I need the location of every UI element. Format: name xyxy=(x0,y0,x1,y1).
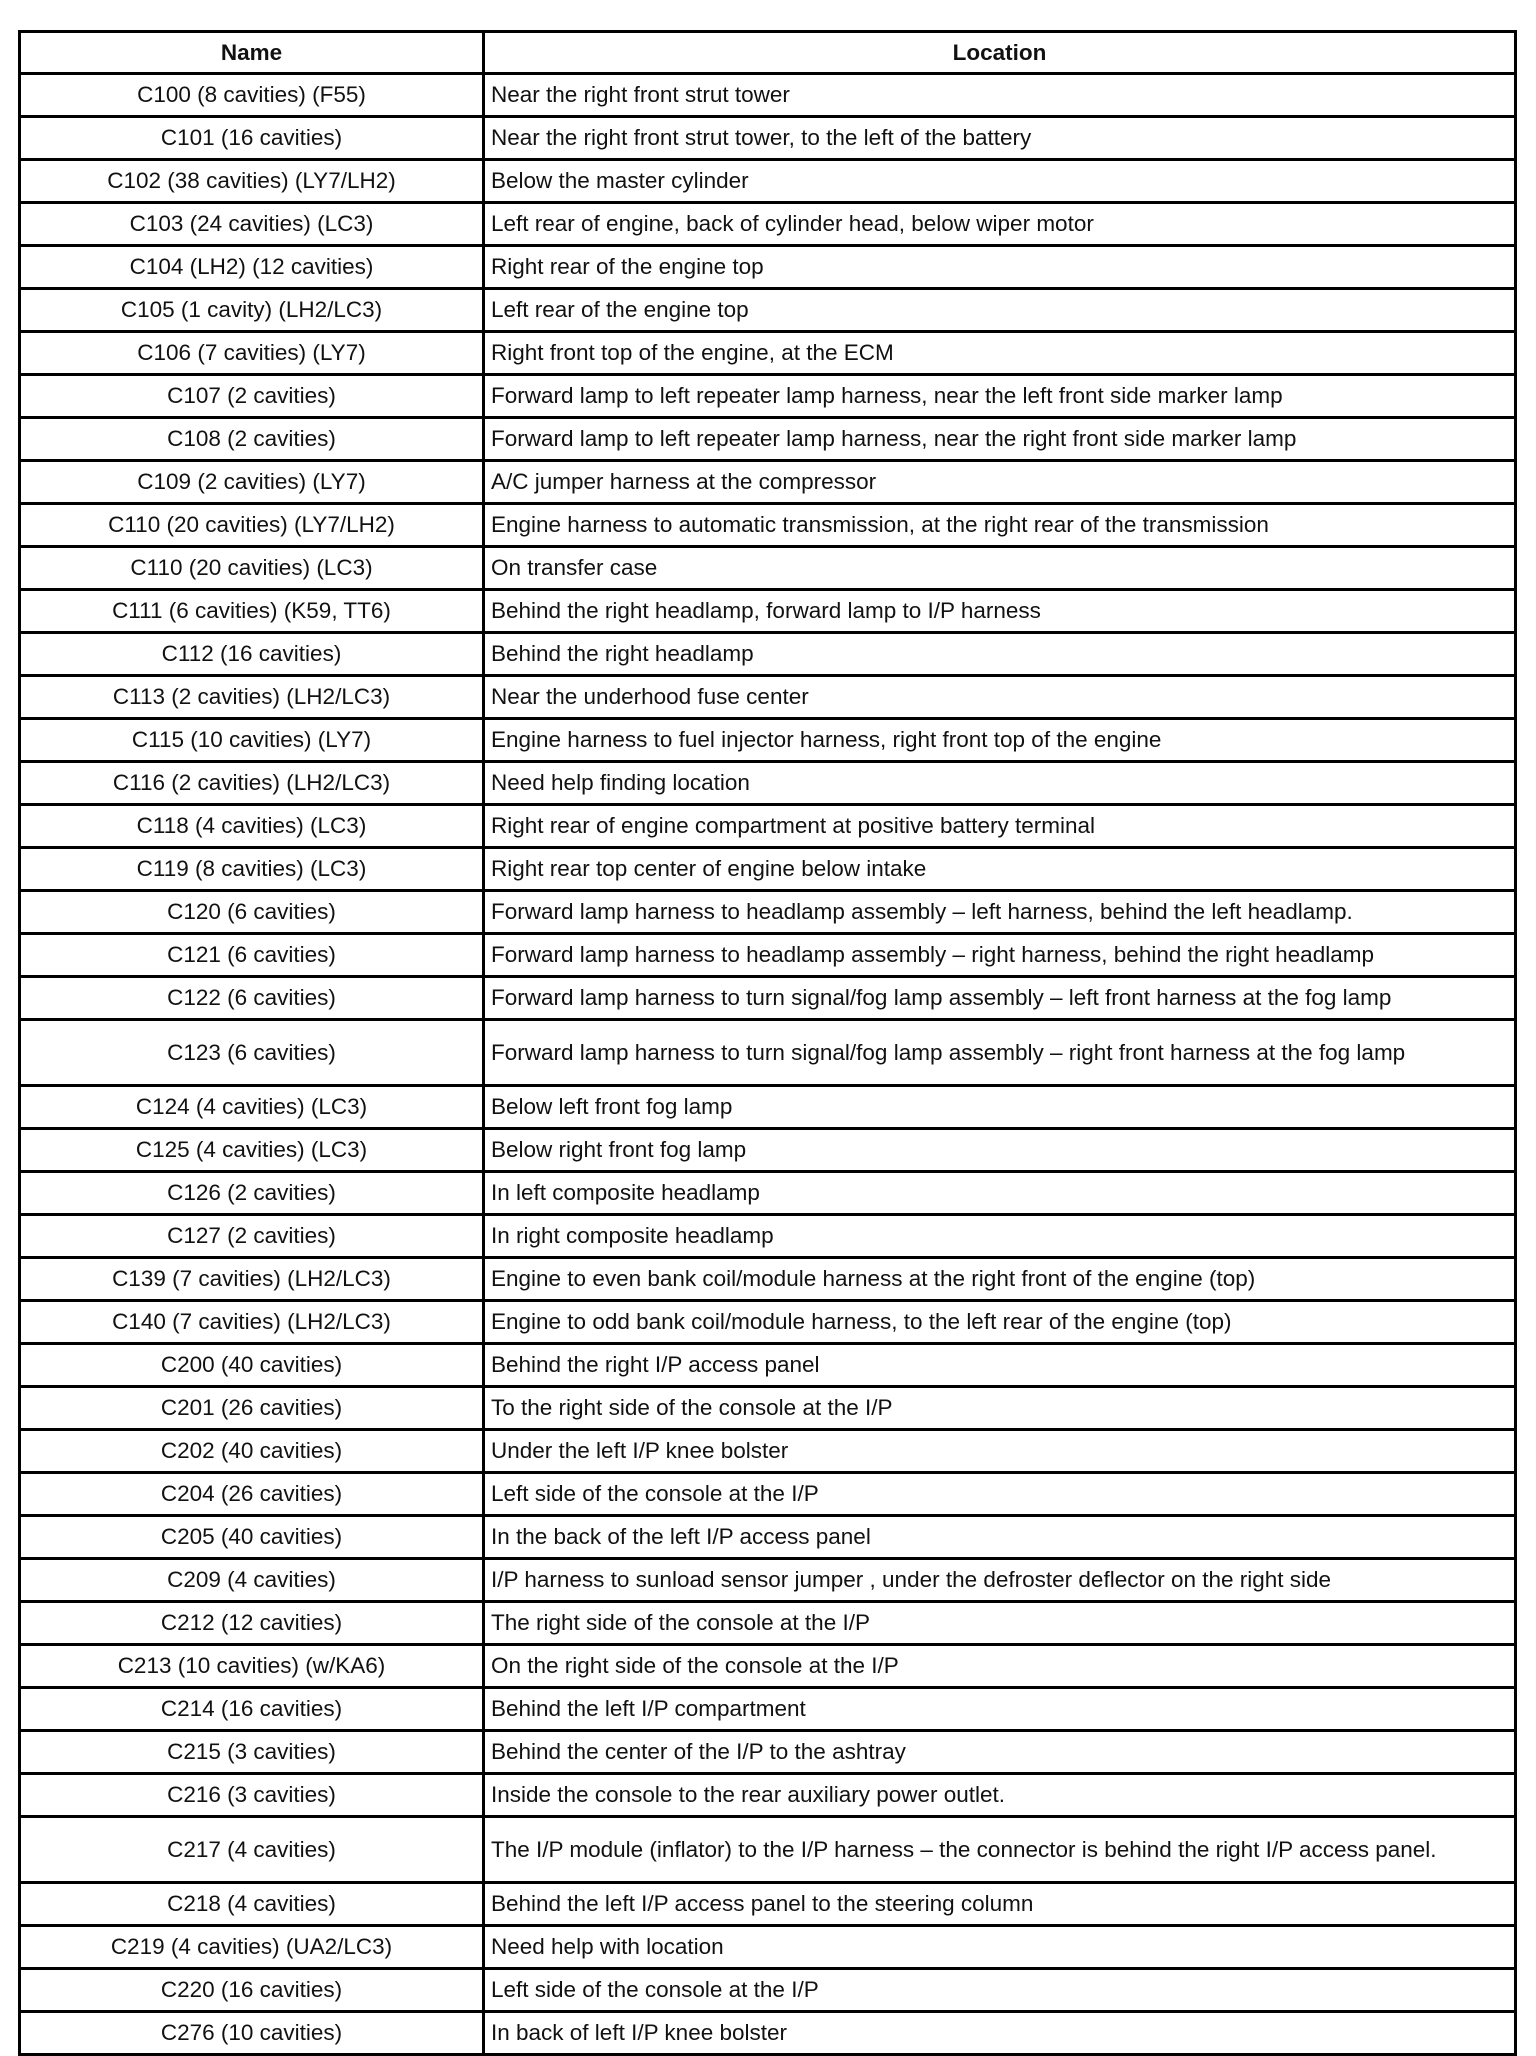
connector-name-cell: C276 (10 cavities) xyxy=(20,2012,484,2055)
connector-name-cell: C105 (1 cavity) (LH2/LC3) xyxy=(20,289,484,332)
table-row xyxy=(20,762,1516,805)
connector-name-cell: C216 (3 cavities) xyxy=(20,1774,484,1817)
connector-location-document xyxy=(18,30,1514,2056)
connector-name-cell: C101 (16 cavities) xyxy=(20,117,484,160)
connector-location-cell: Forward lamp to left repeater lamp harness, near the left front side marker lamp xyxy=(484,375,1516,418)
connector-name-cell: C123 (6 cavities) xyxy=(20,1020,484,1086)
table-row xyxy=(20,1086,1516,1129)
table-row xyxy=(20,1129,1516,1172)
connector-location-cell: Right rear top center of engine below intake xyxy=(484,848,1516,891)
connector-location-cell: In back of left I/P knee bolster xyxy=(484,2012,1516,2055)
connector-name-cell: C119 (8 cavities) (LC3) xyxy=(20,848,484,891)
connector-name-cell: C126 (2 cavities) xyxy=(20,1172,484,1215)
table-row xyxy=(20,1215,1516,1258)
connector-location-cell: Right rear of the engine top xyxy=(484,246,1516,289)
connector-location-cell: In the back of the left I/P access panel xyxy=(484,1516,1516,1559)
connector-name-cell: C115 (10 cavities) (LY7) xyxy=(20,719,484,762)
connector-location-cell: The right side of the console at the I/P xyxy=(484,1602,1516,1645)
table-row xyxy=(20,1516,1516,1559)
table-row xyxy=(20,418,1516,461)
connector-location-cell: Left side of the console at the I/P xyxy=(484,1473,1516,1516)
connector-name-cell: C204 (26 cavities) xyxy=(20,1473,484,1516)
table-row xyxy=(20,504,1516,547)
connector-name-cell: C102 (38 cavities) (LY7/LH2) xyxy=(20,160,484,203)
connector-name-cell: C113 (2 cavities) (LH2/LC3) xyxy=(20,676,484,719)
table-row xyxy=(20,1688,1516,1731)
table-row xyxy=(20,1020,1516,1086)
connector-name-cell: C205 (40 cavities) xyxy=(20,1516,484,1559)
table-row xyxy=(20,1817,1516,1883)
connector-location-cell: Engine harness to automatic transmission, at the right rear of the transmission xyxy=(484,504,1516,547)
table-row xyxy=(20,117,1516,160)
connector-location-cell: On transfer case xyxy=(484,547,1516,590)
connector-name-cell: C215 (3 cavities) xyxy=(20,1731,484,1774)
header-name: Name xyxy=(20,32,484,74)
connector-location-cell: Right rear of engine compartment at positive battery terminal xyxy=(484,805,1516,848)
connector-name-cell: C112 (16 cavities) xyxy=(20,633,484,676)
connector-name-cell: C103 (24 cavities) (LC3) xyxy=(20,203,484,246)
table-body xyxy=(20,74,1516,2055)
connector-location-cell: Behind the center of the I/P to the ashtray xyxy=(484,1731,1516,1774)
connector-name-cell: C220 (16 cavities) xyxy=(20,1969,484,2012)
connector-location-cell: On the right side of the console at the I/P xyxy=(484,1645,1516,1688)
connector-location-cell: Near the underhood fuse center xyxy=(484,676,1516,719)
connector-location-cell: I/P harness to sunload sensor jumper , under the defroster deflector on the right side xyxy=(484,1559,1516,1602)
table-row xyxy=(20,332,1516,375)
connector-location-cell: Near the right front strut tower, to the left of the battery xyxy=(484,117,1516,160)
connector-location-cell: In right composite headlamp xyxy=(484,1215,1516,1258)
connector-name-cell: C111 (6 cavities) (K59, TT6) xyxy=(20,590,484,633)
table-row xyxy=(20,1774,1516,1817)
connector-name-cell: C120 (6 cavities) xyxy=(20,891,484,934)
table-row xyxy=(20,289,1516,332)
connector-location-cell: Behind the right headlamp xyxy=(484,633,1516,676)
connector-location-cell: Forward lamp harness to headlamp assembly – right harness, behind the right headlamp xyxy=(484,934,1516,977)
connector-name-cell: C124 (4 cavities) (LC3) xyxy=(20,1086,484,1129)
table-row xyxy=(20,1344,1516,1387)
connector-name-cell: C107 (2 cavities) xyxy=(20,375,484,418)
table-row xyxy=(20,74,1516,117)
connector-location-cell: Left rear of engine, back of cylinder head, below wiper motor xyxy=(484,203,1516,246)
connector-location-cell: Forward lamp harness to turn signal/fog lamp assembly – left front harness at the fog lamp xyxy=(484,977,1516,1020)
connector-name-cell: C127 (2 cavities) xyxy=(20,1215,484,1258)
connector-location-cell: Engine harness to fuel injector harness, right front top of the engine xyxy=(484,719,1516,762)
connector-name-cell: C212 (12 cavities) xyxy=(20,1602,484,1645)
connector-location-cell: Forward lamp harness to turn signal/fog lamp assembly – right front harness at the fog lamp xyxy=(484,1020,1516,1086)
table-row xyxy=(20,203,1516,246)
table-row xyxy=(20,1926,1516,1969)
table-row xyxy=(20,676,1516,719)
connector-location-cell: Behind the right headlamp, forward lamp to I/P harness xyxy=(484,590,1516,633)
connector-location-cell: Need help with location xyxy=(484,1926,1516,1969)
connector-location-cell: Left side of the console at the I/P xyxy=(484,1969,1516,2012)
connector-location-cell: A/C jumper harness at the compressor xyxy=(484,461,1516,504)
connector-name-cell: C118 (4 cavities) (LC3) xyxy=(20,805,484,848)
table-row xyxy=(20,160,1516,203)
table-row xyxy=(20,1258,1516,1301)
table-row xyxy=(20,1172,1516,1215)
table-row xyxy=(20,375,1516,418)
table-row xyxy=(20,891,1516,934)
connector-location-cell: Below right front fog lamp xyxy=(484,1129,1516,1172)
table-row xyxy=(20,1559,1516,1602)
connector-name-cell: C110 (20 cavities) (LY7/LH2) xyxy=(20,504,484,547)
connector-name-cell: C213 (10 cavities) (w/KA6) xyxy=(20,1645,484,1688)
connector-name-cell: C125 (4 cavities) (LC3) xyxy=(20,1129,484,1172)
connector-name-cell: C109 (2 cavities) (LY7) xyxy=(20,461,484,504)
connector-name-cell: C202 (40 cavities) xyxy=(20,1430,484,1473)
connector-name-cell: C209 (4 cavities) xyxy=(20,1559,484,1602)
table-row xyxy=(20,1473,1516,1516)
connector-location-cell: Forward lamp to left repeater lamp harness, near the right front side marker lamp xyxy=(484,418,1516,461)
connector-name-cell: C217 (4 cavities) xyxy=(20,1817,484,1883)
table-header-row xyxy=(20,32,1516,74)
connector-location-cell: Behind the left I/P access panel to the steering column xyxy=(484,1883,1516,1926)
connector-name-cell: C110 (20 cavities) (LC3) xyxy=(20,547,484,590)
connector-name-cell: C121 (6 cavities) xyxy=(20,934,484,977)
table-row xyxy=(20,934,1516,977)
connector-name-cell: C139 (7 cavities) (LH2/LC3) xyxy=(20,1258,484,1301)
connector-location-cell: Engine to even bank coil/module harness at the right front of the engine (top) xyxy=(484,1258,1516,1301)
connector-name-cell: C122 (6 cavities) xyxy=(20,977,484,1020)
connector-location-cell: To the right side of the console at the I/P xyxy=(484,1387,1516,1430)
connector-name-cell: C100 (8 cavities) (F55) xyxy=(20,74,484,117)
table-row xyxy=(20,590,1516,633)
table-row xyxy=(20,633,1516,676)
connector-location-cell: Below the master cylinder xyxy=(484,160,1516,203)
connector-location-cell: Left rear of the engine top xyxy=(484,289,1516,332)
connector-name-cell: C106 (7 cavities) (LY7) xyxy=(20,332,484,375)
table-row xyxy=(20,1602,1516,1645)
table-row xyxy=(20,2012,1516,2055)
connector-location-cell: Right front top of the engine, at the ECM xyxy=(484,332,1516,375)
table-row xyxy=(20,547,1516,590)
table-row xyxy=(20,805,1516,848)
table-row xyxy=(20,1731,1516,1774)
connector-location-cell: Near the right front strut tower xyxy=(484,74,1516,117)
connector-location-table xyxy=(18,30,1517,2056)
connector-location-cell: The I/P module (inflator) to the I/P harness – the connector is behind the right I/P access panel. xyxy=(484,1817,1516,1883)
connector-location-cell: Inside the console to the rear auxiliary power outlet. xyxy=(484,1774,1516,1817)
connector-location-cell: Behind the left I/P compartment xyxy=(484,1688,1516,1731)
connector-location-cell: Forward lamp harness to headlamp assembly – left harness, behind the left headlamp. xyxy=(484,891,1516,934)
table-row xyxy=(20,461,1516,504)
header-location: Location xyxy=(484,32,1516,74)
connector-location-cell: Engine to odd bank coil/module harness, to the left rear of the engine (top) xyxy=(484,1301,1516,1344)
connector-name-cell: C218 (4 cavities) xyxy=(20,1883,484,1926)
table-row xyxy=(20,719,1516,762)
connector-name-cell: C140 (7 cavities) (LH2/LC3) xyxy=(20,1301,484,1344)
connector-location-cell: Behind the right I/P access panel xyxy=(484,1344,1516,1387)
connector-name-cell: C219 (4 cavities) (UA2/LC3) xyxy=(20,1926,484,1969)
connector-name-cell: C200 (40 cavities) xyxy=(20,1344,484,1387)
connector-name-cell: C104 (LH2) (12 cavities) xyxy=(20,246,484,289)
table-row xyxy=(20,1301,1516,1344)
table-row xyxy=(20,1645,1516,1688)
connector-location-cell: Need help finding location xyxy=(484,762,1516,805)
table-row xyxy=(20,848,1516,891)
table-row xyxy=(20,1387,1516,1430)
connector-location-cell: Under the left I/P knee bolster xyxy=(484,1430,1516,1473)
connector-location-cell: In left composite headlamp xyxy=(484,1172,1516,1215)
table-row xyxy=(20,1883,1516,1926)
connector-location-cell: Below left front fog lamp xyxy=(484,1086,1516,1129)
table-row xyxy=(20,1430,1516,1473)
connector-name-cell: C108 (2 cavities) xyxy=(20,418,484,461)
connector-name-cell: C201 (26 cavities) xyxy=(20,1387,484,1430)
table-row xyxy=(20,246,1516,289)
connector-name-cell: C214 (16 cavities) xyxy=(20,1688,484,1731)
table-row xyxy=(20,1969,1516,2012)
table-row xyxy=(20,977,1516,1020)
connector-name-cell: C116 (2 cavities) (LH2/LC3) xyxy=(20,762,484,805)
